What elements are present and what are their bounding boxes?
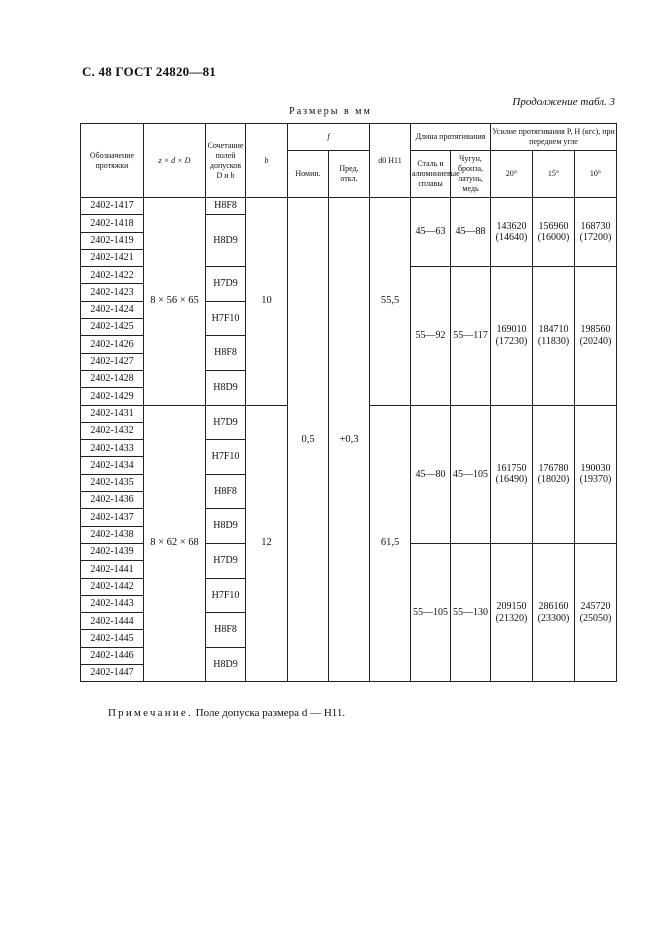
designation-cell: 2402-1418 — [81, 215, 144, 232]
broach-table — [80, 123, 616, 682]
value-cell-f20: 161750 (16490) — [491, 405, 533, 543]
value-cell-iron: 55—117 — [451, 267, 491, 405]
table-continuation: Продолжение табл. 3 — [512, 96, 615, 108]
value-cell-steel: 45—63 — [411, 198, 451, 267]
value-cell-f20: 209150 (21320) — [491, 543, 533, 681]
col-zdD: z × d × D — [144, 124, 206, 198]
table-row — [81, 198, 617, 215]
designation-cell: 2402-1442 — [81, 578, 144, 595]
designation-cell: 2402-1439 — [81, 543, 144, 560]
designation-cell: 2402-1419 — [81, 232, 144, 249]
designation-cell: 2402-1443 — [81, 595, 144, 612]
fit-cell: H8F8 — [206, 336, 246, 371]
note-label: Примечание. — [108, 707, 193, 719]
value-cell-f15: 286160 (23300) — [533, 543, 575, 681]
col-f: f — [288, 124, 370, 151]
fit-cell: H7D9 — [206, 267, 246, 302]
zdD-cell: 8 × 62 × 68 — [144, 405, 206, 682]
designation-cell: 2402-1438 — [81, 526, 144, 543]
designation-cell: 2402-1432 — [81, 422, 144, 439]
designation-cell: 2402-1433 — [81, 440, 144, 457]
value-cell-steel: 45—80 — [411, 405, 451, 543]
col-length-iron: Чугун, бронза, латунь, медь — [451, 151, 491, 198]
value-cell-f10: 245720 (25050) — [575, 543, 617, 681]
col-angle-15: 15° — [533, 151, 575, 198]
designation-cell: 2402-1427 — [81, 353, 144, 370]
col-angle-20: 20° — [491, 151, 533, 198]
note-text: Поле допуска размера d — H11. — [195, 707, 346, 719]
designation-cell: 2402-1422 — [81, 267, 144, 284]
fit-cell: H8F8 — [206, 474, 246, 509]
value-cell-f20: 169010 (17230) — [491, 267, 533, 405]
designation-cell: 2402-1441 — [81, 561, 144, 578]
d0-cell: 55,5 — [370, 198, 411, 406]
designation-cell: 2402-1447 — [81, 665, 144, 682]
designation-cell: 2402-1428 — [81, 370, 144, 387]
b-cell: 12 — [246, 405, 288, 682]
designation-cell: 2402-1425 — [81, 319, 144, 336]
value-cell-f10: 198560 (20240) — [575, 267, 617, 405]
fit-cell: H8F8 — [206, 613, 246, 648]
col-b: b — [246, 124, 288, 198]
value-cell-iron: 45—105 — [451, 405, 491, 543]
col-length-steel: Сталь и алюминиевые сплавы — [411, 151, 451, 198]
col-designation: Обозначение протяжки — [81, 124, 144, 198]
col-angle-10: 10° — [575, 151, 617, 198]
b-cell: 10 — [246, 198, 288, 406]
fit-cell: H7F10 — [206, 578, 246, 613]
value-cell-f10: 190030 (19370) — [575, 405, 617, 543]
fit-cell: H8D9 — [206, 509, 246, 544]
col-f-dev: Пред. откл. — [329, 151, 370, 198]
value-cell-f20: 143620 (14640) — [491, 198, 533, 267]
fit-cell: H7F10 — [206, 301, 246, 336]
designation-cell: 2402-1445 — [81, 630, 144, 647]
f-dev-cell: +0,3 — [329, 198, 370, 682]
value-cell-steel: 55—92 — [411, 267, 451, 405]
fit-cell: H7D9 — [206, 543, 246, 578]
value-cell-f15: 156960 (16000) — [533, 198, 575, 267]
col-fit: Сочетание полей допусков D и b — [206, 124, 246, 198]
designation-cell: 2402-1437 — [81, 509, 144, 526]
designation-cell: 2402-1435 — [81, 474, 144, 491]
d0-cell: 61,5 — [370, 405, 411, 682]
designation-cell: 2402-1417 — [81, 198, 144, 215]
designation-cell: 2402-1434 — [81, 457, 144, 474]
col-length: Длина протягивания — [411, 124, 491, 151]
zdD-cell: 8 × 56 × 65 — [144, 198, 206, 406]
fit-cell: H7F10 — [206, 440, 246, 475]
f-nom-cell: 0,5 — [288, 198, 329, 682]
value-cell-steel: 55—105 — [411, 543, 451, 681]
value-cell-f15: 184710 (11830) — [533, 267, 575, 405]
col-d0: d0 H11 — [370, 124, 411, 198]
fit-cell: H8F8 — [206, 198, 246, 215]
value-cell-iron: 45—88 — [451, 198, 491, 267]
value-cell-f10: 168730 (17200) — [575, 198, 617, 267]
designation-cell: 2402-1436 — [81, 492, 144, 509]
fit-cell: H8D9 — [206, 370, 246, 405]
value-cell-f15: 176780 (18020) — [533, 405, 575, 543]
fit-cell: H7D9 — [206, 405, 246, 440]
value-cell-iron: 55—130 — [451, 543, 491, 681]
col-force: Усилие протягивания P, Н (кгс), при переднем угле — [491, 124, 617, 151]
table-note — [108, 707, 345, 719]
designation-cell: 2402-1446 — [81, 647, 144, 664]
designation-cell: 2402-1424 — [81, 301, 144, 318]
designation-cell: 2402-1429 — [81, 388, 144, 405]
fit-cell: H8D9 — [206, 647, 246, 682]
designation-cell: 2402-1444 — [81, 613, 144, 630]
col-f-nom: Номин. — [288, 151, 329, 198]
designation-cell: 2402-1421 — [81, 249, 144, 266]
designation-cell: 2402-1426 — [81, 336, 144, 353]
fit-cell: H8D9 — [206, 215, 246, 267]
units-caption: Размеры в мм — [289, 106, 372, 117]
designation-cell: 2402-1423 — [81, 284, 144, 301]
designation-cell: 2402-1431 — [81, 405, 144, 422]
page-header: С. 48 ГОСТ 24820—81 — [82, 64, 216, 79]
